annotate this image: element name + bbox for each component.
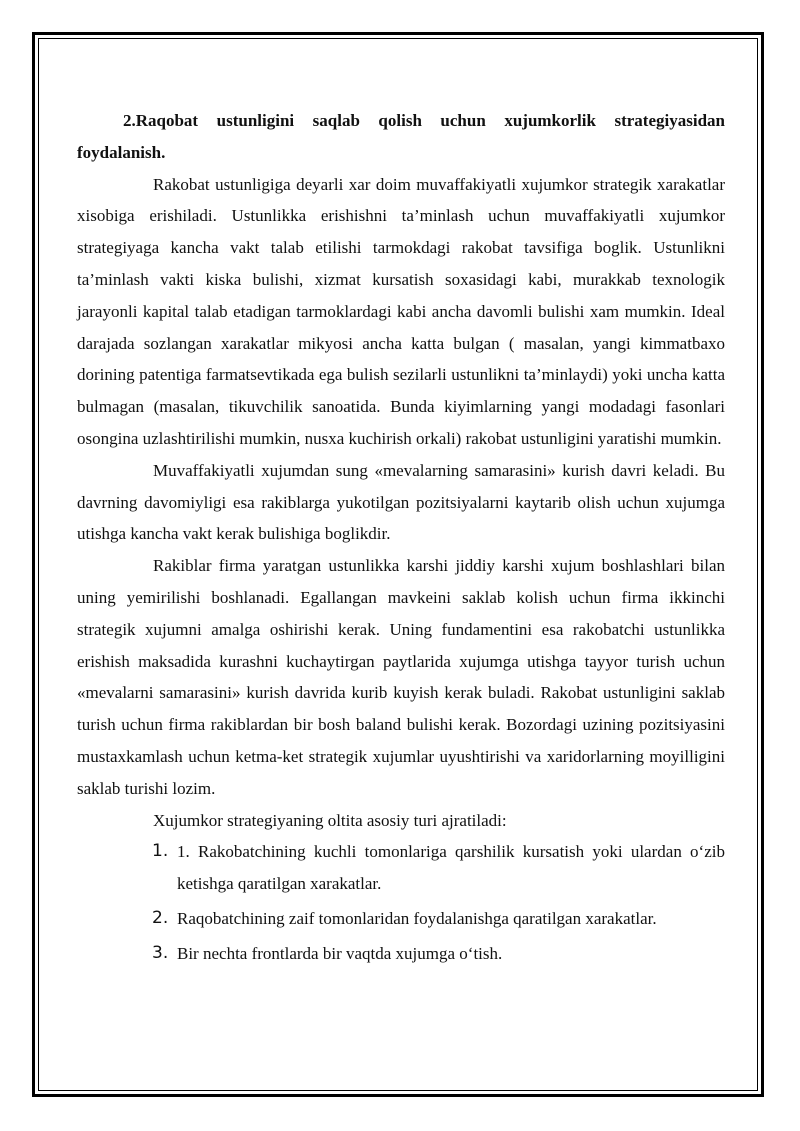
list-number: 2. <box>152 907 169 928</box>
list-intro: Xujumkor strategiyaning oltita asosiy turi ajratiladi: <box>153 810 507 830</box>
strategy-list <box>77 836 725 969</box>
paragraph: Muvaffakiyatli xujumdan sung «mevalarning samarasini» kurish davri keladi. Bu davrning davomiyligi esa rakiblarga yukotilgan pozitsiyalarni kaytarib olish uchun xujumga utishga kancha vakt kerak bulishiga boglikdir. <box>77 460 725 544</box>
list-number: 3. <box>152 942 169 963</box>
list-item <box>77 903 725 935</box>
list-number: 1. <box>152 841 169 862</box>
section-heading: 2.Raqobat ustunligini saqlab qolish uchun xujumkorlik strategiyasidan foydalanish. <box>77 111 725 162</box>
list-item-text: 1. Rakobatchining kuchli tomonlariga qarshilik kursatish yoki ulardan o‘zib ketishga qaratilgan xarakatlar. <box>177 842 725 894</box>
paragraph: Rakiblar firma yaratgan ustunlikka karshi jiddiy karshi xujum boshlashlari bilan uning yemirilishi boshlanadi. Egallangan mavkeini saklab kolish uchun firma ikkinchi strategik xujumni amalga oshirishi kerak. Uning fundamentini esa rakobatchi ustunlikka erishish maksadida kurashni kuchaytirgan paytlarida xujumga utishga tayyor turish uchun «mevalarni samarasini» kurish davrida kurib kuyish kerak buladi. Rakobat ustunligini saklab turish uchun firma rakiblardan bir bosh baland bulishi kerak. Bozordagi uzining pozitsiyasini mustaxkamlash uchun ketma-ket strategik xujumlar uyushtirishi va xaridorlarning moyilligini saklab turishi lozim. <box>77 556 725 798</box>
list-item-text: Raqobatchining zaif tomonlaridan foydalanishga qaratilgan xarakatlar. <box>177 908 657 928</box>
list-item <box>77 836 725 900</box>
list-item <box>77 938 725 970</box>
document-body <box>77 105 725 973</box>
paragraph: Rakobat ustunligiga deyarli xar doim muvaffakiyatli xujumkor strategik xarakatlar xisobiga erishiladi. Ustunlikka erishishni ta’minlash uchun muvaffakiyatli xujumkor strategiyaga kancha vakt talab etilishi tarmokdagi rakobat tavsifiga boglik. Ustunlikni ta’minlash vakti kiska bulishi, xizmat kursatish soxasidagi kabi, murakkab texnologik jarayonli kapital talab etadigan tarmoklardagi kabi ancha davomli bulishi xam mumkin. Ideal darajada sozlangan xarakatlar mikyosi ancha katta bulgan ( masalan, yangi kimmatbaxo dorining patentiga farmatsevtikada ega bulish sezilarli ustunlikni ta’minlaydi) yoki uncha katta bulmagan (masalan, tikuvchilik sanoatida. Bunda kiyimlarning yangi modadagi fasonlari osongina uzlashtirilishi mumkin, nusxa kuchirish orkali) rakobat ustunligini yaratishi mumkin. <box>77 174 725 448</box>
list-item-text: Bir nechta frontlarda bir vaqtda xujumga o‘tish. <box>177 943 503 963</box>
